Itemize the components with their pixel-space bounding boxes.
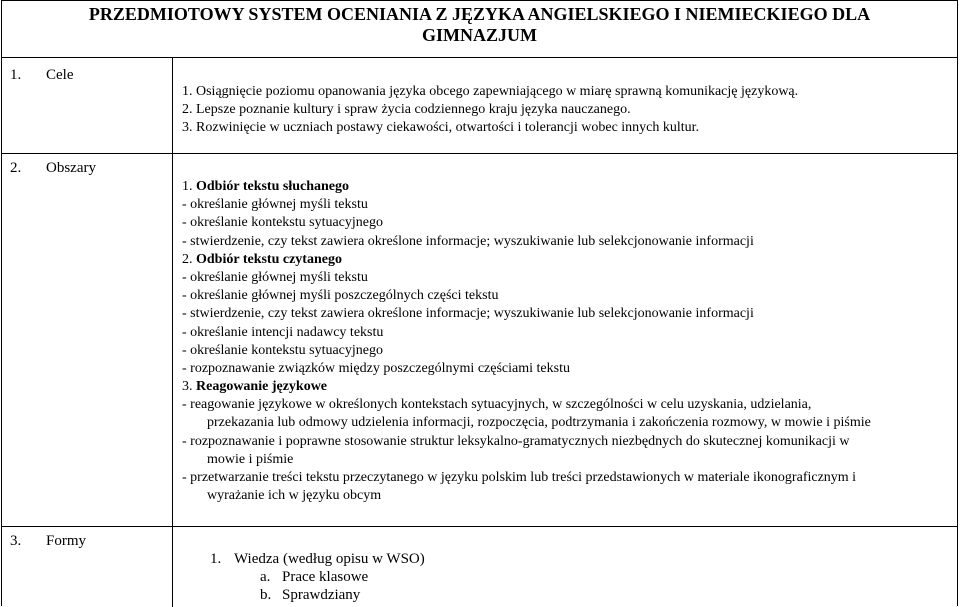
list-item: - określanie kontekstu sytuacyjnego [182, 215, 384, 231]
list-item-continuation: wyrażanie ich w języku obcym [207, 488, 382, 504]
assessment-table [1, 0, 958, 606]
forms-sub-item: a. Prace klasowe [260, 569, 369, 585]
document-title: PRZEDMIOTOWY SYSTEM OCENIANIA Z JĘZYKA ANGIELSKIEGO I NIEMIECKIEGO DLA GIMNAZJUM [2, 1, 957, 58]
forms-list [210, 550, 425, 604]
list-item-continuation: mowie i piśmie [207, 451, 294, 467]
list-item-continuation: przekazania lub odmowy udzielenia informacji, rozpoczęcia, podtrzymania i zakończenia rozmowy, w mowie i piśmie [207, 415, 871, 431]
list-item: - reagowanie językowe w określonych kontekstach sytuacyjnych, w szczególności w celu uzyskania, udzielania, [182, 397, 812, 413]
list-item: - określanie intencji nadawcy tekstu [182, 324, 384, 340]
areas-content [182, 178, 871, 505]
list-item: - określanie głównej myśli tekstu [182, 269, 368, 285]
list-item: - przetwarzanie treści tekstu przeczytanego w języku polskim lub treści przedstawionych w materiale ikonograficznym i [182, 470, 857, 485]
list-item: - stwierdzenie, czy tekst zawiera określone informacje; wyszukiwanie lub selekcjonowanie informacji [182, 233, 754, 249]
list-item: - rozpoznawanie związków między poszczególnymi częściami tekstu [182, 360, 570, 376]
row-number: 1. [10, 67, 22, 83]
row-label-formy [10, 532, 86, 550]
goal-item: 1. Osiągnięcie poziomu opanowania języka obcego zapewniającego w miarę sprawną komunikację językową. [182, 84, 799, 99]
row-title: Cele [46, 67, 74, 83]
goal-item: 3. Rozwinięcie w uczniach postawy ciekawości, otwartości i tolerancji wobec innych kultur. [182, 120, 700, 136]
goals-content [182, 83, 798, 138]
row-label-cele [10, 66, 74, 84]
row-divider [2, 153, 957, 154]
row-number: 3. [10, 533, 22, 549]
list-item: - określanie głównej myśli poszczególnych części tekstu [182, 288, 499, 304]
list-item: - stwierdzenie, czy tekst zawiera określone informacje; wyszukiwanie lub selekcjonowanie informacji [182, 306, 754, 322]
section-heading: 3. Reagowanie językowe [182, 379, 328, 395]
row-divider [2, 526, 957, 527]
goal-item: 2. Lepsze poznanie kultury i spraw życia codziennego kraju języka nauczanego. [182, 102, 631, 118]
forms-list-item: 1. Wiedza (według opisu w WSO) [210, 551, 425, 567]
forms-sub-item: b. Sprawdziany [260, 587, 361, 603]
row-label-obszary [10, 159, 96, 177]
list-item: - określanie kontekstu sytuacyjnego [182, 342, 384, 358]
list-item: - określanie głównej myśli tekstu [182, 197, 368, 213]
row-number: 2. [10, 160, 22, 176]
row-title: Obszary [46, 160, 96, 176]
column-divider [172, 58, 173, 607]
section-heading: 1. Odbiór tekstu słuchanego [182, 179, 349, 194]
list-item: - rozpoznawanie i poprawne stosowanie struktur leksykalno-gramatycznych niezbędnych do skutecznej komunikacji w [182, 433, 850, 449]
section-heading: 2. Odbiór tekstu czytanego [182, 251, 342, 267]
row-title: Formy [46, 533, 87, 549]
